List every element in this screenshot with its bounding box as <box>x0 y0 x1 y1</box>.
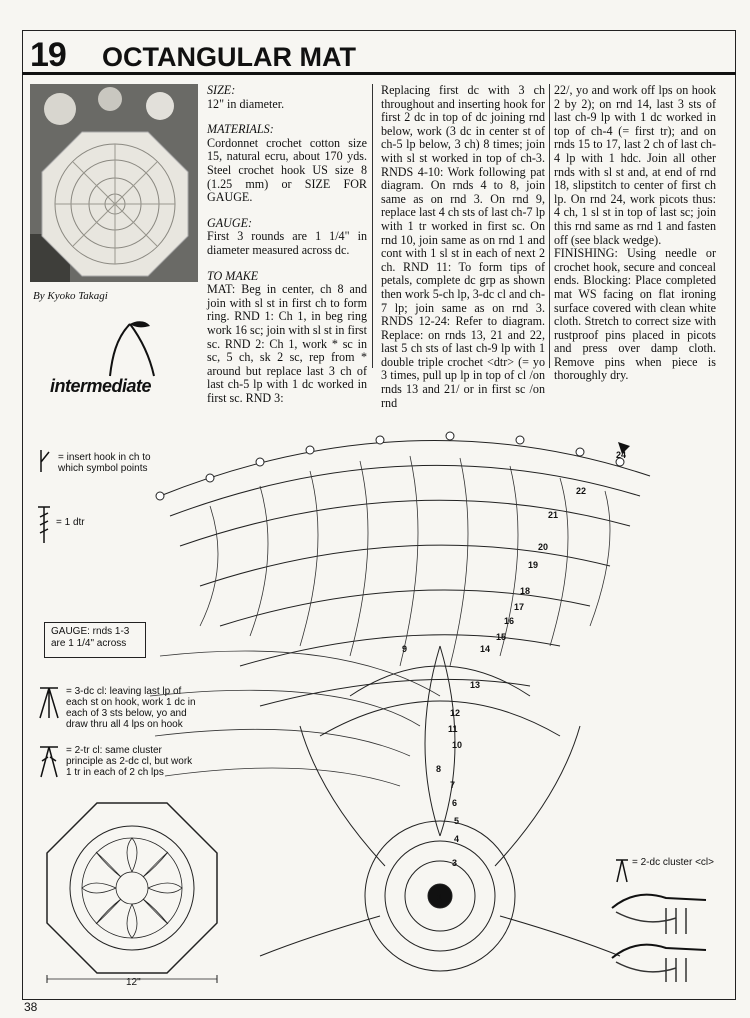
round-label: 17 <box>514 602 525 612</box>
column-divider <box>549 84 550 368</box>
round-label: 11 <box>448 724 458 734</box>
round-label: 8 <box>436 764 442 774</box>
round-label: 16 <box>504 616 515 626</box>
legend-dtr: = 1 dtr <box>56 517 85 528</box>
pattern-title: OCTANGULAR MAT <box>102 42 356 72</box>
column-1 <box>207 84 367 405</box>
dimension-label: 12" <box>126 977 141 988</box>
round-label: 7 <box>450 780 456 790</box>
round-label: 3 <box>452 858 458 868</box>
hook-illustration <box>606 878 716 988</box>
round-label: 12 <box>450 708 461 718</box>
page-number: 38 <box>24 1000 38 1014</box>
round-label: 14 <box>480 644 491 654</box>
mat-photo <box>30 84 198 282</box>
round-label: 19 <box>528 560 539 570</box>
pattern-number: 19 <box>30 36 66 74</box>
round-label: 20 <box>538 542 549 552</box>
size-text: 12" in diameter. <box>207 96 285 111</box>
gauge-text: First 3 rounds are 1 1/4" in diameter measured across dc. <box>207 229 367 257</box>
skill-level: intermediate <box>50 376 152 396</box>
legend-2tr-cl: = 2-tr cl: same cluster principle as 2-dc cl, but work 1 tr in each of 2 ch lps <box>66 745 193 778</box>
round-label: 10 <box>452 740 463 750</box>
column-2 <box>381 84 545 410</box>
column-3 <box>554 84 716 383</box>
column-divider <box>372 84 373 368</box>
gauge-heading: GAUGE: <box>207 215 253 230</box>
mat-schematic <box>32 795 232 985</box>
round-label: 5 <box>454 816 460 826</box>
materials-heading: MATERIALS: <box>207 122 274 137</box>
gauge-box: GAUGE: rnds 1-3 are 1 1/4" across <box>44 622 146 658</box>
round-label: 13 <box>470 680 481 690</box>
instructions-part-2: Replacing first dc with 3 ch throughout and inserting hook for first 2 dc in top of dc joining rnd below, work (3 dc in center st of ch-5 lp below, 3 ch) 8 times; join with sl st worked in top of ch-3. RNDS 4-10: Work following pat diagram. On rnds 4 to 8, join same as on rnd 3. On rnd 9, replace last 4 ch sts of last ch-7 lp with 1 tr worked in first sc. On rnd 10, join same as on rnd 1 and cont with 1 sl st in each of next 2 ch. RND 11: To form tips of petals, complete dc grp as shown then work 5-ch lp, 3-dc cl and ch-7 lp; join same as on rnd 3. RNDS 12-24: Refer to diagram. Replace: on rnds 13, 21 and 22, last 5 ch sts of last ch-9 lp with 1 double triple crochet <dtr> (= yo 3 times, pull up lp in top of cl /on rnds 13 and 21/ or in first sc /on rnd <box>381 83 545 410</box>
round-label: 21 <box>548 510 559 520</box>
legend-insert: = insert hook in ch to which symbol points <box>58 452 151 474</box>
three-dc-cluster-icon <box>36 686 62 720</box>
instructions-part-1: MAT: Beg in center, ch 8 and join with sl st in first ch to form ring. RND 1: Ch 1, in beg ring work 16 sc; join with sl st in first sc. RND 2: Ch 1, work * sc in sc, 5 ch, sk 2 sc, rep from * around but replace last 3 ch of last ch-5 lp with 1 dc worked in first sc. RND 3: <box>207 282 367 405</box>
round-label: 1 <box>437 892 443 902</box>
materials-text: Cordonnet crochet cotton size 15, natural ecru, about 170 yds. Steel crochet hook US size 8 (1.25 mm) or SIZE FOR GAUGE. <box>207 135 367 205</box>
round-label: 22 <box>576 486 587 496</box>
round-label: 4 <box>454 834 460 844</box>
round-label: 6 <box>452 798 458 808</box>
round-label: 9 <box>402 644 408 654</box>
round-label: 15 <box>496 632 507 642</box>
legend-3dc-cl: = 3-dc cl: leaving last lp of each st on hook, work 1 dc in each of 3 sts below, yo and draw thru all 4 lps on hook <box>66 686 196 730</box>
legend-2dc-cl: = 2-dc cluster <cl> <box>632 857 714 868</box>
to-make-heading: TO MAKE <box>207 268 259 283</box>
two-tr-cluster-icon <box>36 745 62 779</box>
insert-hook-symbol-icon <box>38 448 52 474</box>
instructions-part-3: 22/, yo and work off lps on hook 2 by 2); on rnd 14, last 3 sts of last ch-9 lp with 1 dc worked in top of ch-4 (= first tr); and on rnds 15 to 17, last 2 ch of last ch-4 lp with 1 hdc. Join all other rnds with sl st and, at end of rnd 18, slipstitch to center of first ch lp. On rnd 24, work picots thus: 4 ch, 1 sl st in top of last sc; join this rnd same as rnd 1 and fasten off (see black wedge). <box>554 83 716 247</box>
size-heading: SIZE: <box>207 83 236 97</box>
round-label: 18 <box>520 586 531 596</box>
finishing-text: FINISHING: Using needle or crochet hook, secure and conceal ends. Blocking: Place completed mat WS facing on flat ironing surface covered with clean white cloth. Stretch to correct size with rustproof pins placed in picots and press over damp cloth. Remove pins when piece is thoroughly dry. <box>554 246 716 383</box>
dtr-symbol-icon <box>36 505 52 545</box>
byline: By Kyoko Takagi <box>33 290 108 302</box>
round-label: 24 <box>616 450 627 460</box>
